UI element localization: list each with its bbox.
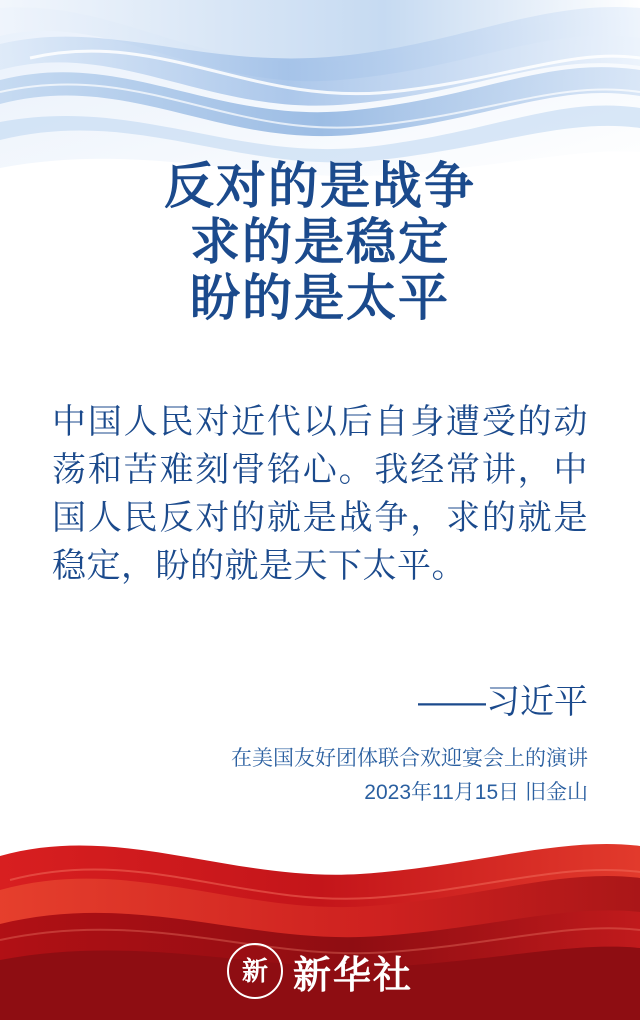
headline: [0, 158, 640, 326]
source-info: [68, 742, 588, 810]
source-line-1: 在美国友好团体联合欢迎宴会上的演讲: [231, 747, 588, 770]
headline-line-2: 求的是稳定: [190, 214, 450, 270]
attribution: ——习近平: [418, 683, 588, 721]
xinhua-logo-text: 新华社: [292, 954, 413, 997]
source-line-2: 2023年11月15日 旧金山: [364, 781, 588, 804]
xinhua-logo-icon: 新: [227, 943, 283, 999]
xinhua-logo: [0, 940, 640, 1002]
quote-text: 中国人民对近代以后自身遭受的动荡和苦难刻骨铭心。我经常讲，中国人民反对的就是战争，求的就是稳定，盼的就是天下太平。: [52, 403, 588, 585]
top-wave-decoration: [0, 0, 640, 180]
headline-line-3: 盼的是太平: [190, 270, 450, 326]
headline-line-1: 反对的是战争: [164, 158, 476, 214]
